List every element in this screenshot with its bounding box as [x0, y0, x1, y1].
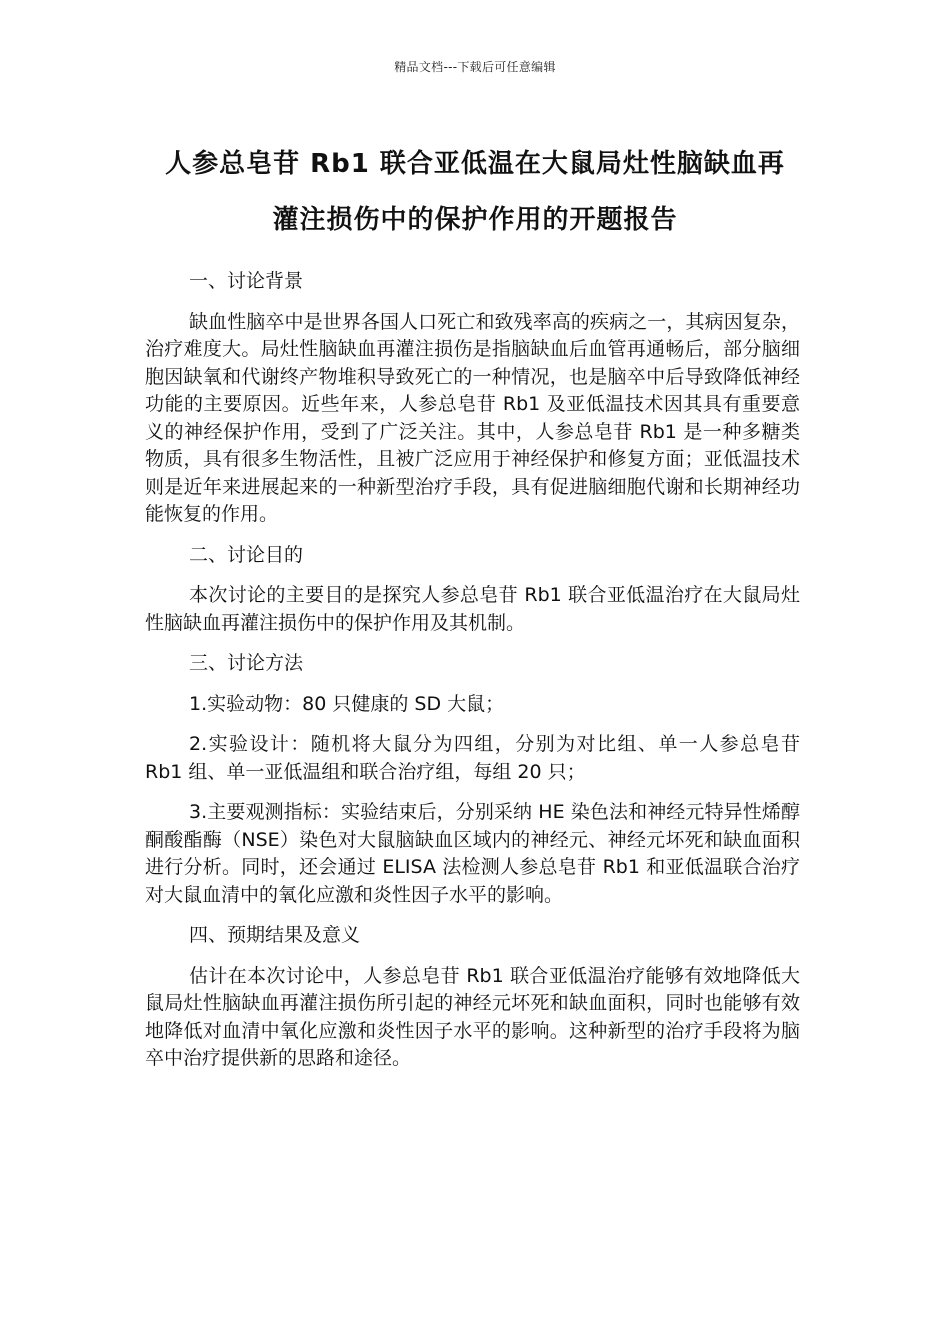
section-heading-results: 四、预期结果及意义 — [189, 924, 361, 946]
document-body — [145, 268, 800, 1086]
paragraph-results: 估计在本次讨论中，人参总皂苷 Rb1 联合亚低温治疗能够有效地降低大鼠局灶性脑缺血再灌注损伤所引起的神经元坏死和缺血面积，同时也能够有效地降低对血清中氧化应激和炎性因子水平的影响。这种新型的治疗手段将为脑卒中治疗提供新的思路和途径。 — [145, 964, 800, 1069]
section-heading-methods: 三、讨论方法 — [189, 652, 304, 674]
section-heading-purpose: 二、讨论目的 — [189, 543, 304, 566]
method-item-2: 2.实验设计：随机将大鼠分为四组，分别为对比组、单一人参总皂苷 Rb1 组、单一亚低温组和联合治疗组，每组 20 只； — [145, 733, 800, 783]
document-title — [120, 136, 830, 248]
page-header: 精品文档---下载后可任意编辑 — [394, 60, 556, 74]
paragraph-background: 缺血性脑卒中是世界各国人口死亡和致残率高的疾病之一，其病因复杂，治疗难度大。局灶性脑缺血再灌注损伤是指脑缺血后血管再通畅后，部分脑细胞因缺氧和代谢终产物堆积导致死亡的一种情况，也是脑卒中后导致降低神经功能的主要原因。近些年来，人参总皂苷 Rb1 及亚低温技术因其具有重要意义的神经保护作用，受到了广泛关注。其中，人参总皂苷 Rb1 是一种多糖类物质，具有很多生物活性，且被广泛应用于神经保护和修复方面；亚低温技术则是近年来进展起来的一种新型治疗手段，具有促进脑细胞代谢和长期神经功能恢复的作用。 — [145, 310, 800, 525]
paragraph-purpose: 本次讨论的主要目的是探究人参总皂苷 Rb1 联合亚低温治疗在大鼠局灶性脑缺血再灌注损伤中的保护作用及其机制。 — [145, 584, 800, 634]
title-line-2: 灌注损伤中的保护作用的开题报告 — [272, 205, 678, 235]
method-item-1: 1.实验动物：80 只健康的 SD 大鼠； — [189, 692, 505, 715]
title-line-1: 人参总皂苷 Rb1 联合亚低温在大鼠局灶性脑缺血再 — [165, 149, 785, 179]
section-heading-background: 一、讨论背景 — [189, 270, 304, 292]
method-item-3: 3.主要观测指标：实验结束后，分别采纳 HE 染色法和神经元特异性烯醇酮酸酯酶（NSE）染色对大鼠脑缺血区域内的神经元、神经元坏死和缺血面积进行分析。同时，还会通过 ELISA 法检测人参总皂苷 Rb1 和亚低温联合治疗对大鼠血清中的氧化应激和炎性因子水平的影响。 — [145, 801, 800, 906]
